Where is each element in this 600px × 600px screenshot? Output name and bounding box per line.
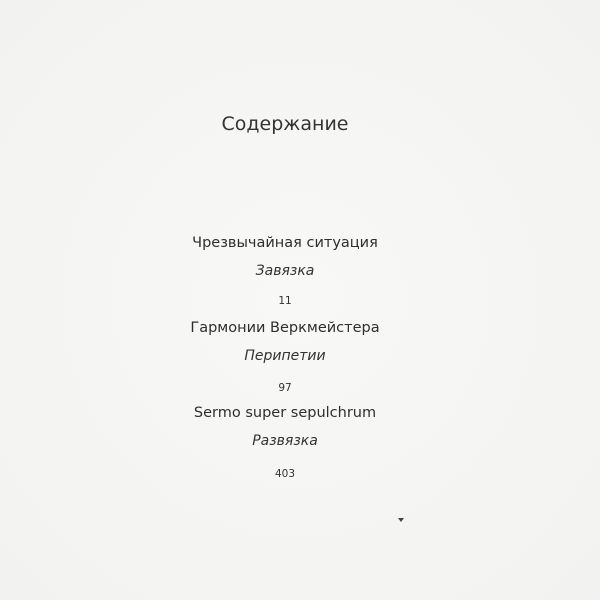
toc-page-number: 97 — [278, 382, 292, 394]
page-title: Содержание — [221, 113, 349, 135]
toc-part-subtitle: Завязка — [255, 263, 315, 279]
toc-part-subtitle: Перипетии — [244, 348, 326, 364]
toc-part-title: Гармонии Веркмейстера — [190, 320, 380, 336]
toc-page-number: 403 — [274, 468, 296, 480]
print-mark-icon — [398, 518, 404, 522]
toc-part-title: Sermo super sepulchrum — [193, 405, 377, 421]
toc-part-title: Чрезвычайная ситуация — [192, 235, 378, 251]
toc-part-subtitle: Развязка — [252, 433, 318, 449]
toc-page-number: 11 — [278, 295, 292, 307]
